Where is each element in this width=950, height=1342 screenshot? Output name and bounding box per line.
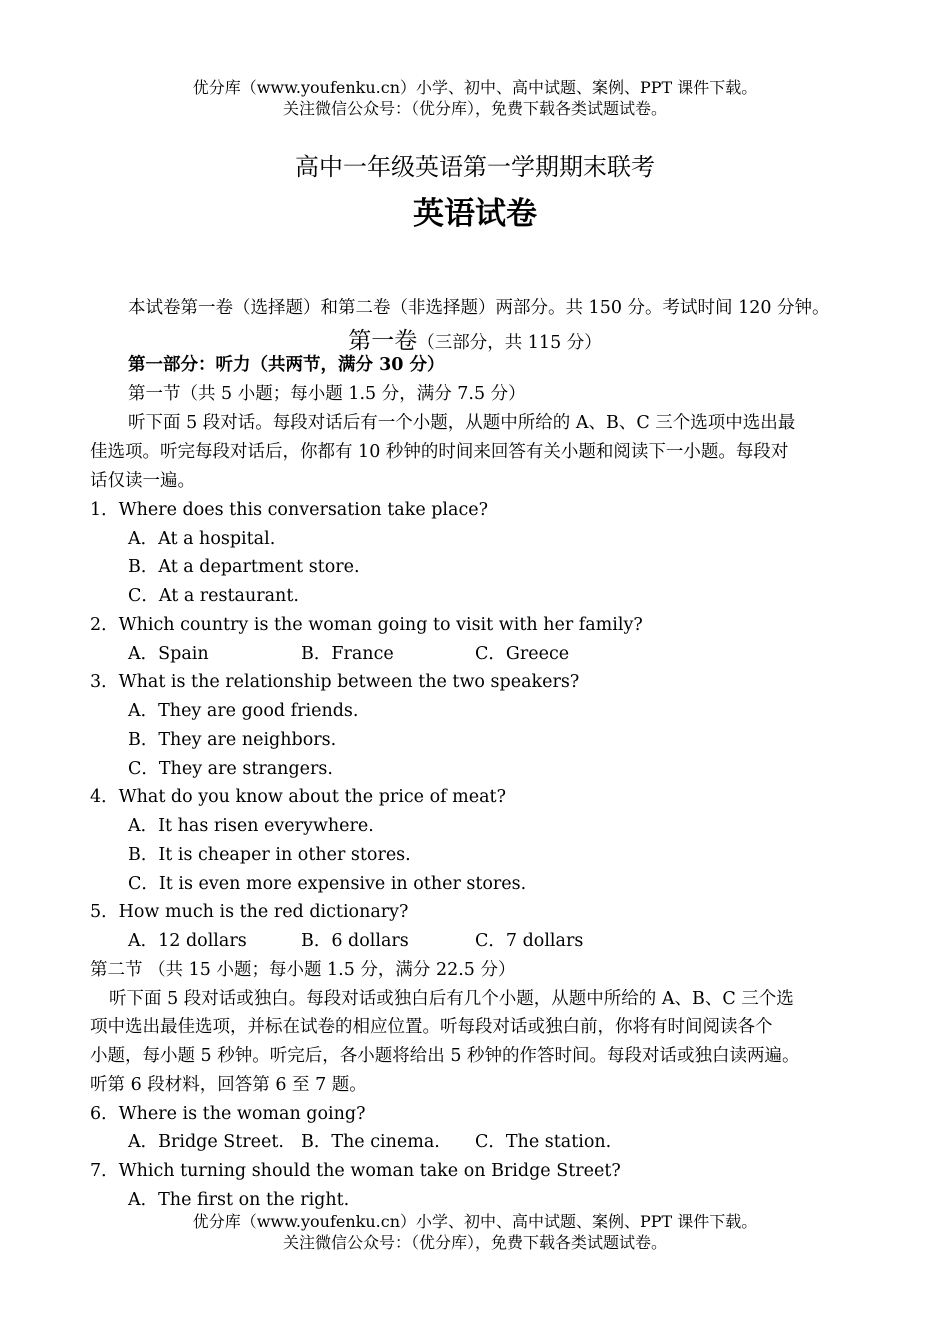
question-4-option-b: B．It is cheaper in other stores. (128, 845, 411, 865)
section1-title: 第一节（共 5 小题；每小题 1.5 分，满分 7.5 分） (128, 384, 526, 404)
question-5-option-c: C．7 dollars (475, 931, 584, 951)
question-5-option-b: B．6 dollars (301, 931, 409, 951)
section2-instruction-4: 听第 6 段材料，回答第 6 至 7 题。 (90, 1075, 367, 1095)
volume-title-note: （三部分，共 115 分） (417, 333, 602, 353)
question-6-option-b: B．The cinema. (301, 1132, 440, 1152)
question-2-option-b: B．France (301, 644, 394, 664)
question-4-option-a: A．It has risen everywhere. (128, 816, 374, 836)
watermark-top-line2: 关注微信公众号：（优分库），免费下载各类试题试卷。 (282, 99, 667, 118)
volume-title-main: 第一卷 (348, 328, 418, 354)
section1-instruction-3: 话仅读一遍。 (90, 471, 195, 491)
question-2: 2．Which country is the woman going to visit with her family? (90, 615, 643, 635)
question-2-option-a: A．Spain (128, 644, 209, 664)
question-3-option-b: B．They are neighbors. (128, 730, 337, 750)
question-7-option-a: A．The first on the right. (128, 1190, 350, 1210)
section2-instruction-1: 听下面 5 段对话或独白。每段对话或独白后有几个小题，从题中所给的 A、B、C 三个选 (109, 989, 794, 1009)
exam-intro: 本试卷第一卷（选择题）和第二卷（非选择题）两部分。共 150 分。考试时间 120 分钟。 (128, 298, 830, 318)
watermark-top-line1: 优分库（www.youfenku.cn）小学、初中、高中试题、案例、PPT 课件下载。 (192, 78, 758, 97)
section2-instruction-3: 小题，每小题 5 秒钟。听完后，各小题将给出 5 秒钟的作答时间。每段对话或独白读两遍。 (90, 1046, 800, 1066)
question-4: 4．What do you know about the price of meat? (90, 787, 506, 807)
question-5-option-a: A．12 dollars (128, 931, 247, 951)
question-6-option-a: A．Bridge Street. (128, 1132, 284, 1152)
section2-title: 第二节 （共 15 小题；每小题 1.5 分，满分 22.5 分） (90, 960, 516, 980)
exam-title: 英语试卷 (413, 196, 537, 232)
question-1-option-a: A．At a hospital. (128, 529, 276, 549)
question-3-option-a: A．They are good friends. (128, 701, 359, 721)
watermark-bottom-line1: 优分库（www.youfenku.cn）小学、初中、高中试题、案例、PPT 课件下载。 (192, 1212, 758, 1231)
question-6: 6．Where is the woman going? (90, 1104, 366, 1124)
question-4-option-c: C．It is even more expensive in other stores. (128, 874, 527, 894)
section2-instruction-2: 项中选出最佳选项，并标在试卷的相应位置。听每段对话或独白前，你将有时间阅读各个 (90, 1017, 773, 1037)
section1-instruction-2: 佳选项。听完每段对话后，你都有 10 秒钟的时间来回答有关小题和阅读下一小题。每段对 (90, 442, 789, 462)
question-3: 3．What is the relationship between the two speakers? (90, 672, 580, 692)
question-1-option-c: C．At a restaurant. (128, 586, 299, 606)
question-1-option-b: B．At a department store. (128, 557, 360, 577)
question-3-option-c: C．They are strangers. (128, 759, 333, 779)
watermark-bottom-line2: 关注微信公众号：（优分库），免费下载各类试题试卷。 (282, 1233, 667, 1252)
section1-instruction-1: 听下面 5 段对话。每段对话后有一个小题，从题中所给的 A、B、C 三个选项中选出最 (128, 413, 796, 433)
part1-title: 第一部分：听力（共两节，满分 30 分） (128, 355, 445, 375)
question-1: 1．Where does this conversation take place? (90, 500, 489, 520)
question-5: 5．How much is the red dictionary? (90, 902, 409, 922)
exam-subtitle: 高中一年级英语第一学期期末联考 (295, 153, 655, 181)
question-2-option-c: C．Greece (475, 644, 570, 664)
question-7: 7．Which turning should the woman take on Bridge Street? (90, 1161, 621, 1181)
question-6-option-c: C．The station. (475, 1132, 612, 1152)
